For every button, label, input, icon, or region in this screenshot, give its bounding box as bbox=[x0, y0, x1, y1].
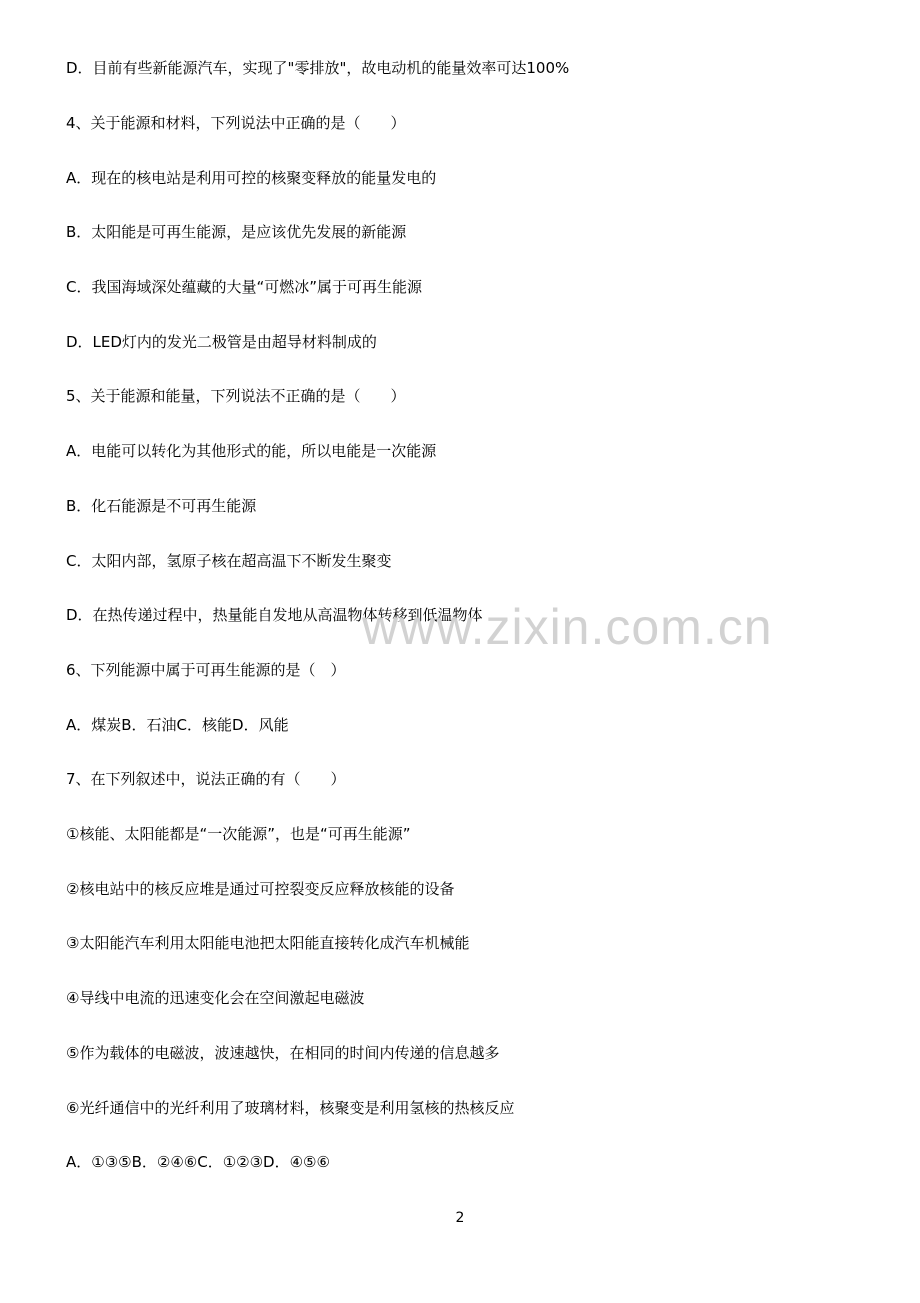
option-5c: C．太阳内部，氢原子核在超高温下不断发生聚变 bbox=[66, 552, 392, 570]
option-4b: B．太阳能是可再生能源，是应该优先发展的新能源 bbox=[66, 223, 407, 241]
question-6: 6、下列能源中属于可再生能源的是（ ） bbox=[66, 661, 346, 679]
watermark: www.zixin.com.cn bbox=[362, 599, 773, 655]
statement-7-6: ⑥光纤通信中的光纤利用了玻璃材料，核聚变是利用氢核的热核反应 bbox=[66, 1099, 515, 1117]
statement-7-1: ①核能、太阳能都是“一次能源”，也是“可再生能源” bbox=[66, 825, 411, 843]
statement-7-4: ④导线中电流的迅速变化会在空间激起电磁波 bbox=[66, 989, 365, 1007]
statement-7-2: ②核电站中的核反应堆是通过可控裂变反应释放核能的设备 bbox=[66, 880, 455, 898]
option-3d: D．目前有些新能源汽车，实现了"零排放"，故电动机的能量效率可达100% bbox=[66, 59, 570, 77]
option-4a: A．现在的核电站是利用可控的核聚变释放的能量发电的 bbox=[66, 169, 437, 187]
option-5a: A．电能可以转化为其他形式的能，所以电能是一次能源 bbox=[66, 442, 437, 460]
option-5b: B．化石能源是不可再生能源 bbox=[66, 497, 257, 515]
options-7: A．①③⑤B．②④⑥C．①②③D．④⑤⑥ bbox=[66, 1153, 330, 1171]
page-number: 2 bbox=[455, 1210, 465, 1226]
statement-7-5: ⑤作为载体的电磁波，波速越快，在相同的时间内传递的信息越多 bbox=[66, 1044, 500, 1062]
statement-7-3: ③太阳能汽车利用太阳能电池把太阳能直接转化成汽车机械能 bbox=[66, 934, 470, 952]
option-4c: C．我国海域深处蕴藏的大量“可燃冰”属于可再生能源 bbox=[66, 278, 423, 296]
question-4: 4、关于能源和材料，下列说法中正确的是（ ） bbox=[66, 114, 406, 132]
options-6: A．煤炭B．石油C．核能D．风能 bbox=[66, 716, 289, 734]
option-4d: D．LED灯内的发光二极管是由超导材料制成的 bbox=[66, 333, 377, 351]
question-5: 5、关于能源和能量，下列说法不正确的是（ ） bbox=[66, 387, 406, 405]
option-5d: D．在热传递过程中，热量能自发地从高温物体转移到低温物体 bbox=[66, 606, 483, 624]
question-7: 7、在下列叙述中，说法正确的有（ ） bbox=[66, 770, 346, 788]
